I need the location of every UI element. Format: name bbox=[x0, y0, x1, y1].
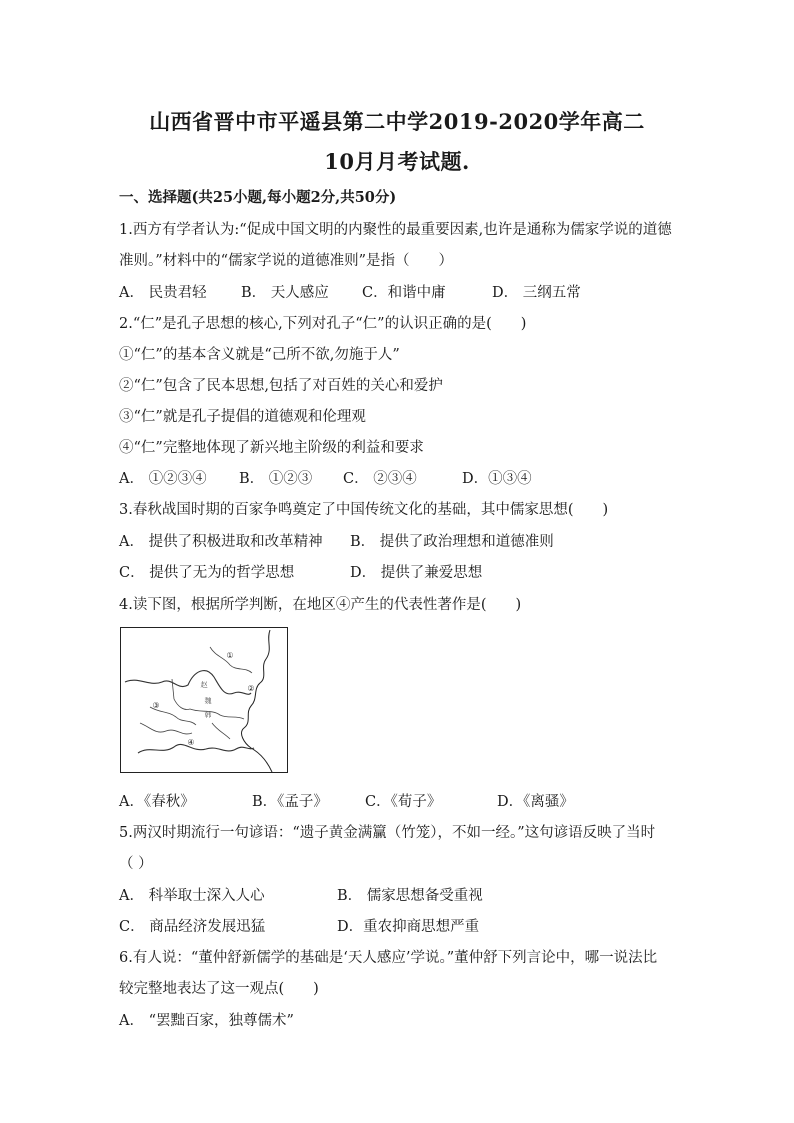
q6-stem-line2: 较完整地表达了这一观点( ) bbox=[119, 981, 319, 997]
q5-option-a: A． 科举取士深入人心 bbox=[119, 888, 265, 904]
q1-stem-line2: 准则。”材料中的“儒家学说的道德准则”是指（ ） bbox=[119, 253, 453, 269]
q3-option-c: C． 提供了无为的哲学思想 bbox=[119, 565, 295, 581]
q4-option-c: C．《荀子》 bbox=[365, 794, 442, 810]
q1-option-b: B． 天人感应 bbox=[241, 285, 329, 301]
q5-option-b: B． 儒家思想备受重视 bbox=[337, 888, 483, 904]
q6-option-a: A． “罢黜百家，独尊儒术” bbox=[119, 1013, 294, 1029]
q6-stem-line1: 6.有人说：“董仲舒新儒学的基础是‘天人感应’学说。”董仲舒下列言论中，哪一说法比 bbox=[119, 950, 658, 966]
q1-option-c: C．和谐中庸 bbox=[362, 285, 446, 301]
q4-option-a: A．《春秋》 bbox=[119, 794, 195, 810]
map-label-han: 韩 bbox=[204, 711, 212, 719]
q2-item-2: ②“仁”包含了民本思想,包括了对百姓的关心和爱护 bbox=[119, 378, 443, 394]
map-label-3: ③ bbox=[152, 701, 160, 710]
map-label-2: ② bbox=[247, 684, 255, 693]
q5-option-d: D．重农抑商思想严重 bbox=[337, 919, 480, 935]
q5-option-c: C． 商品经济发展迅猛 bbox=[119, 919, 266, 935]
q5-stem-line1: 5.两汉时期流行一句谚语：“遗子黄金满籯（竹笼），不如一经。”这句谚语反映了当时 bbox=[119, 825, 656, 841]
exam-subtitle: 10月月考试题. bbox=[324, 149, 470, 174]
q1-option-d: D． 三纲五常 bbox=[492, 285, 581, 301]
q5-stem-line2: （ ） bbox=[119, 856, 153, 872]
section-heading: 一、选择题(共25小题,每小题2分,共50分) bbox=[119, 189, 397, 206]
q3-option-b: B． 提供了政治理想和道德准则 bbox=[350, 534, 554, 550]
q2-item-4: ④“仁”完整地体现了新兴地主阶级的利益和要求 bbox=[119, 440, 424, 456]
map-label-1: ① bbox=[226, 651, 234, 660]
q3-option-a: A． 提供了积极进取和改革精神 bbox=[119, 534, 323, 550]
q3-option-d: D． 提供了兼爱思想 bbox=[350, 565, 483, 581]
warring-states-map bbox=[120, 627, 288, 773]
q4-stem: 4.读下图，根据所学判断，在地区④产生的代表性著作是( ) bbox=[119, 597, 522, 613]
q3-stem: 3.春秋战国时期的百家争鸣奠定了中国传统文化的基础，其中儒家思想( ) bbox=[119, 502, 609, 518]
map-label-wei: 魏 bbox=[204, 697, 212, 705]
q1-option-a: A． 民贵君轻 bbox=[119, 285, 207, 301]
q2-item-1: ①“仁”的基本含义就是“己所不欲,勿施于人” bbox=[119, 347, 400, 363]
q2-option-b: B． ①②③ bbox=[239, 471, 313, 487]
map-label-zhao: 赵 bbox=[200, 681, 208, 689]
map-label-4: ④ bbox=[187, 738, 195, 747]
q2-option-d: D．①③④ bbox=[462, 471, 532, 487]
q4-option-b: B．《孟子》 bbox=[252, 794, 328, 810]
q2-option-c: C． ②③④ bbox=[343, 471, 417, 487]
q1-stem-line1: 1.西方有学者认为:“促成中国文明的内聚性的最重要因素,也许是通称为儒家学说的道德 bbox=[119, 222, 672, 238]
q2-option-a: A． ①②③④ bbox=[119, 471, 207, 487]
q2-item-3: ③“仁”就是孔子提倡的道德观和伦理观 bbox=[119, 409, 366, 425]
exam-title: 山西省晋中市平遥县第二中学2019-2020学年高二 bbox=[149, 109, 645, 134]
q4-option-d: D．《离骚》 bbox=[497, 794, 574, 810]
q2-stem: 2.“仁”是孔子思想的核心,下列对孔子“仁”的认识正确的是( ) bbox=[119, 316, 527, 332]
